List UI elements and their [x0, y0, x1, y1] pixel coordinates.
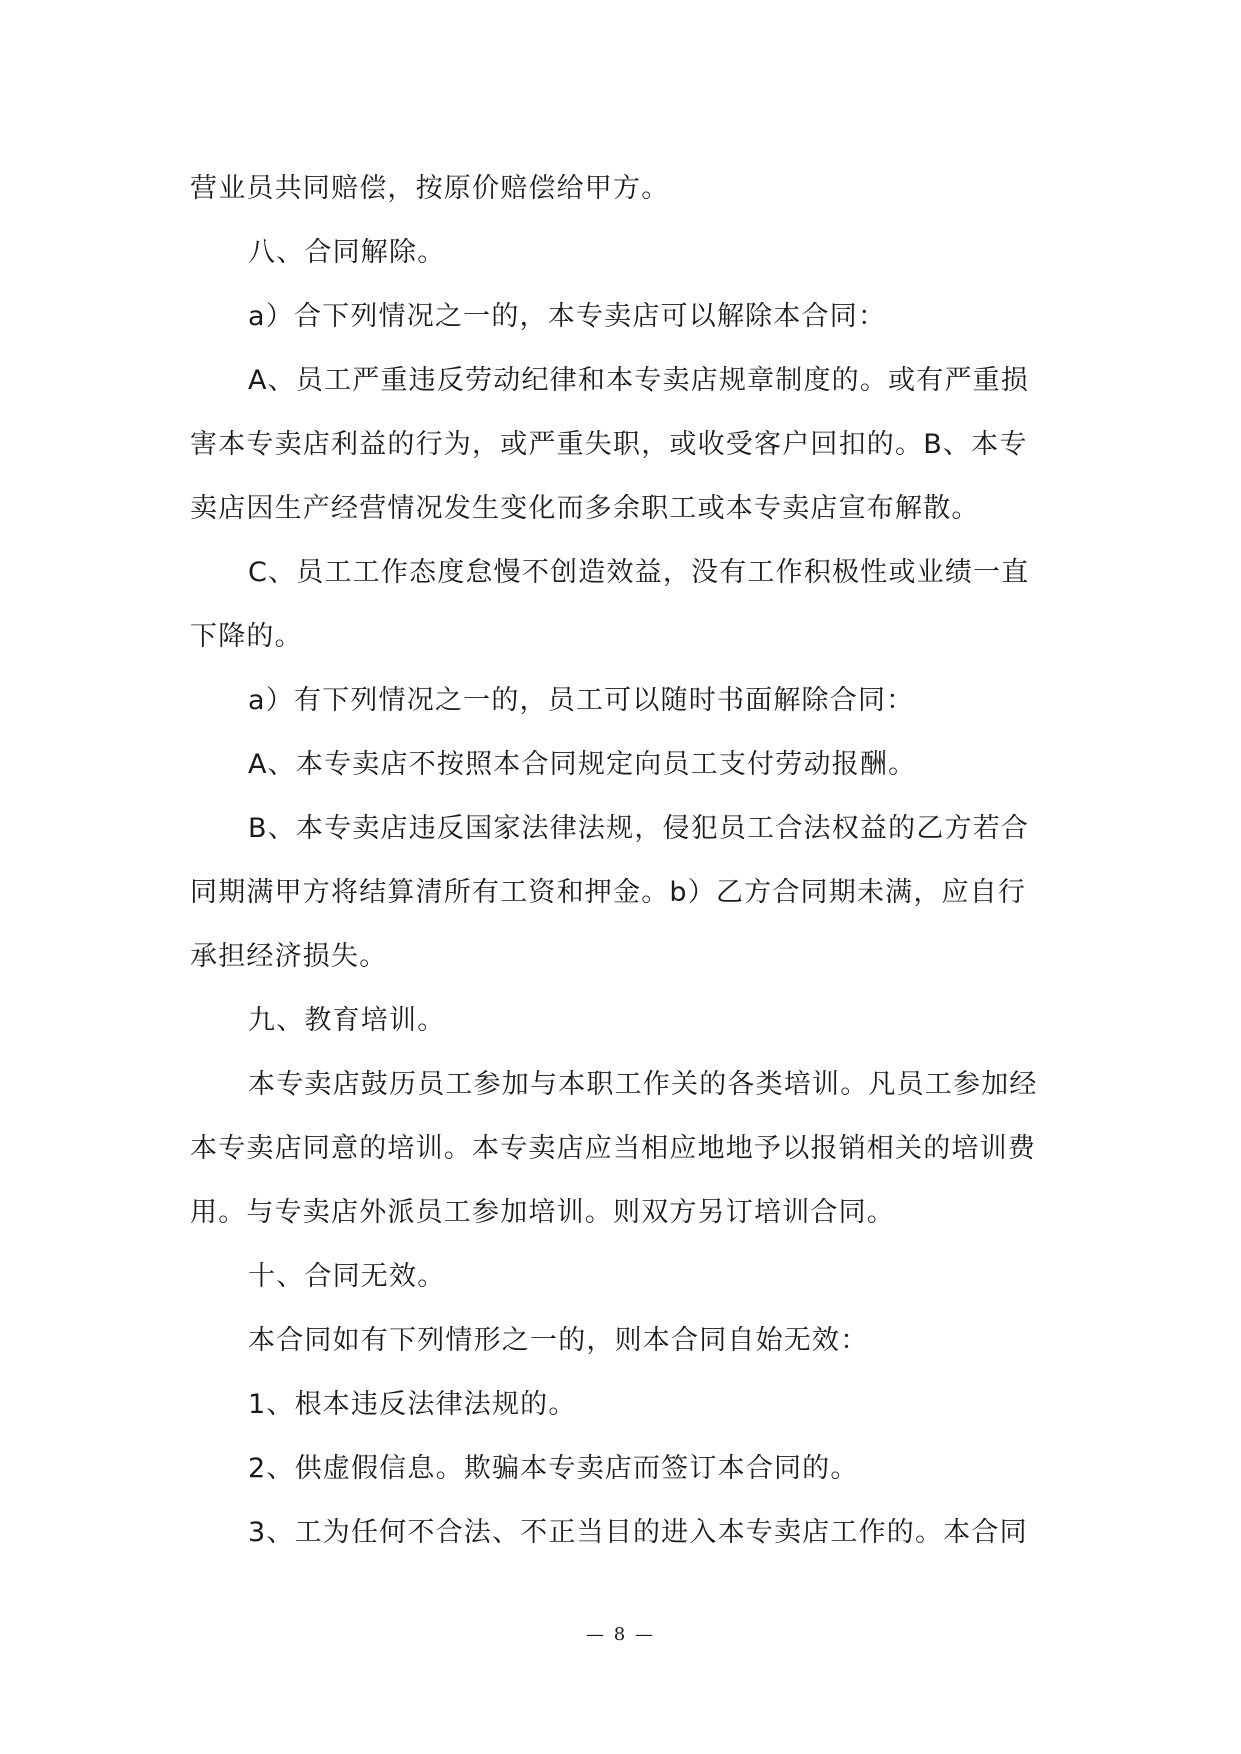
- text-line: 下降的。: [190, 621, 303, 652]
- text-line: 八、合同解除。: [248, 237, 446, 268]
- text-line: 承担经济损失。: [190, 941, 388, 972]
- text-line: 本合同如有下列情形之一的，则本合同自始无效：: [248, 1325, 869, 1356]
- text-line: a）合下列情况之一的，本专卖店可以解除本合同：: [248, 301, 887, 332]
- text-line: 1、根本违反法律法规的。: [248, 1389, 577, 1420]
- document-body: [190, 157, 1058, 1565]
- text-line: 本专卖店鼓历员工参加与本职工作关的各类培训。凡员工参加经: [248, 1069, 1038, 1100]
- text-line: 害本专卖店利益的行为，或严重失职，或收受客户回扣的。B、本专: [190, 429, 1028, 460]
- text-line: 卖店因生产经营情况发生变化而多余职工或本专卖店宣布解散。: [190, 493, 980, 524]
- text-line: 九、教育培训。: [248, 1005, 446, 1036]
- text-line: 用。与专卖店外派员工参加培训。则双方另订培训合同。: [190, 1197, 895, 1228]
- text-line: A、员工严重违反劳动纪律和本专卖店规章制度的。或有严重损: [248, 365, 1030, 396]
- text-line: B、本专卖店违反国家法律法规，侵犯员工合法权益的乙方若合: [248, 813, 1030, 844]
- text-line: C、员工工作态度怠慢不创造效益，没有工作积极性或业绩一直: [248, 557, 1030, 588]
- page-number: — 8 —: [586, 1624, 655, 1645]
- text-line: 营业员共同赔偿，按原价赔偿给甲方。: [190, 173, 670, 204]
- text-line: 十、合同无效。: [248, 1261, 446, 1292]
- text-line: a）有下列情况之一的，员工可以随时书面解除合同：: [248, 685, 915, 716]
- text-line: 3、工为任何不合法、不正当目的进入本专卖店工作的。本合同: [248, 1517, 1028, 1548]
- text-line: 2、供虚假信息。欺骗本专卖店而签订本合同的。: [248, 1453, 859, 1484]
- text-line: 同期满甲方将结算清所有工资和押金。b）乙方合同期未满，应自行: [190, 877, 1027, 908]
- text-line: A、本专卖店不按照本合同规定向员工支付劳动报酬。: [248, 749, 917, 780]
- text-line: 本专卖店同意的培训。本专卖店应当相应地地予以报销相关的培训费: [190, 1133, 1036, 1164]
